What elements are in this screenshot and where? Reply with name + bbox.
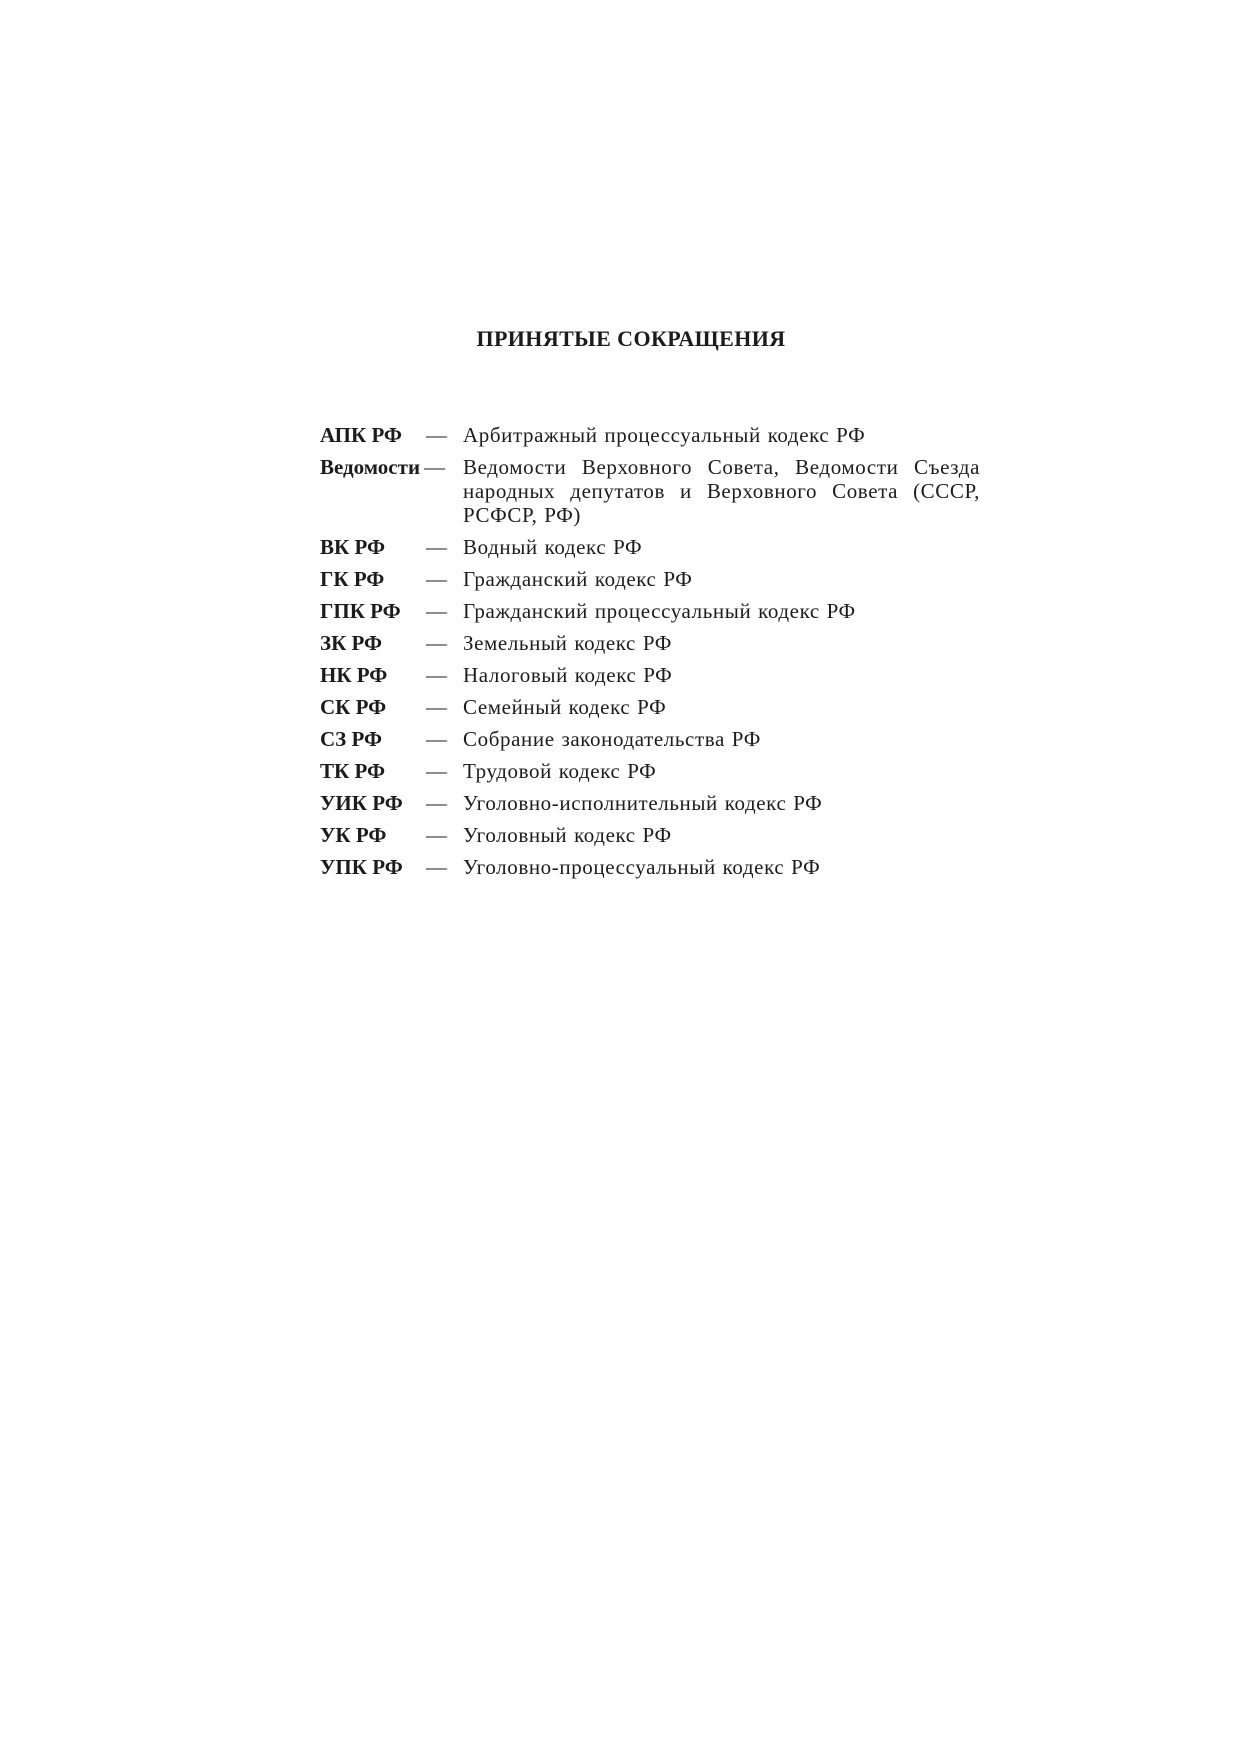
abbreviations-list <box>320 423 980 887</box>
abbreviation-definition: Налоговый кодекс РФ <box>463 663 673 687</box>
abbreviation-term: ГПК РФ <box>320 599 401 623</box>
abbreviation-dash: — <box>426 567 447 591</box>
abbreviation-definition: Семейный кодекс РФ <box>463 695 667 719</box>
abbreviation-term: СЗ РФ <box>320 727 383 751</box>
abbreviation-dash: — <box>426 631 447 655</box>
abbreviation-definition: Трудовой кодекс РФ <box>463 759 657 783</box>
abbreviation-dash: — <box>426 423 447 447</box>
abbreviation-term: Ведомости <box>320 455 421 479</box>
abbreviation-term: АПК РФ <box>320 423 402 447</box>
abbreviation-definition: Арбитражный процессуальный кодекс РФ <box>463 423 866 447</box>
abbreviation-entry <box>320 631 980 655</box>
abbreviation-entry <box>320 727 980 751</box>
abbreviation-dash: — <box>426 855 447 879</box>
abbreviation-entry <box>320 567 980 591</box>
abbreviation-entry <box>320 663 980 687</box>
abbreviation-term: ГК РФ <box>320 567 385 591</box>
abbreviation-entry <box>320 423 980 447</box>
abbreviation-entry <box>320 535 980 559</box>
abbreviation-dash: — <box>424 455 445 479</box>
abbreviation-term: ЗК РФ <box>320 631 383 655</box>
abbreviation-definition: Водный кодекс РФ <box>463 535 643 559</box>
abbreviation-dash: — <box>426 535 447 559</box>
abbreviation-entry <box>320 791 980 815</box>
abbreviation-term: НК РФ <box>320 663 388 687</box>
abbreviation-definition: Уголовно-исполнительный кодекс РФ <box>463 791 823 815</box>
abbreviation-entry <box>320 455 980 527</box>
abbreviation-entry <box>320 695 980 719</box>
abbreviation-term: ВК РФ <box>320 535 385 559</box>
abbreviation-term: СК РФ <box>320 695 387 719</box>
abbreviation-definition: Гражданский кодекс РФ <box>463 567 693 591</box>
abbreviation-dash: — <box>426 791 447 815</box>
abbreviation-definition: Уголовно-процессуальный кодекс РФ <box>463 855 821 879</box>
abbreviation-term: УИК РФ <box>320 791 403 815</box>
abbreviation-definition: Земельный кодекс РФ <box>463 631 672 655</box>
abbreviation-term: УК РФ <box>320 823 387 847</box>
abbreviation-dash: — <box>426 599 447 623</box>
page-title: ПРИНЯТЫЕ СОКРАЩЕНИЯ <box>476 326 786 351</box>
abbreviation-definition: Собрание законодательства РФ <box>463 727 761 751</box>
abbreviation-term: УПК РФ <box>320 855 403 879</box>
abbreviation-entry <box>320 855 980 879</box>
abbreviation-definition: Гражданский процессуальный кодекс РФ <box>463 599 856 623</box>
abbreviation-dash: — <box>426 823 447 847</box>
abbreviation-entry <box>320 823 980 847</box>
abbreviation-entry <box>320 759 980 783</box>
abbreviation-dash: — <box>426 695 447 719</box>
abbreviation-definition: Ведомости Верховного Совета, Ведомости Съезда народных депутатов и Верховного Совета (СССР, РСФСР, РФ) <box>463 455 980 527</box>
abbreviation-entry <box>320 599 980 623</box>
abbreviation-dash: — <box>426 663 447 687</box>
abbreviation-dash: — <box>426 759 447 783</box>
abbreviation-term: ТК РФ <box>320 759 385 783</box>
abbreviation-dash: — <box>426 727 447 751</box>
abbreviation-definition: Уголовный кодекс РФ <box>463 823 672 847</box>
